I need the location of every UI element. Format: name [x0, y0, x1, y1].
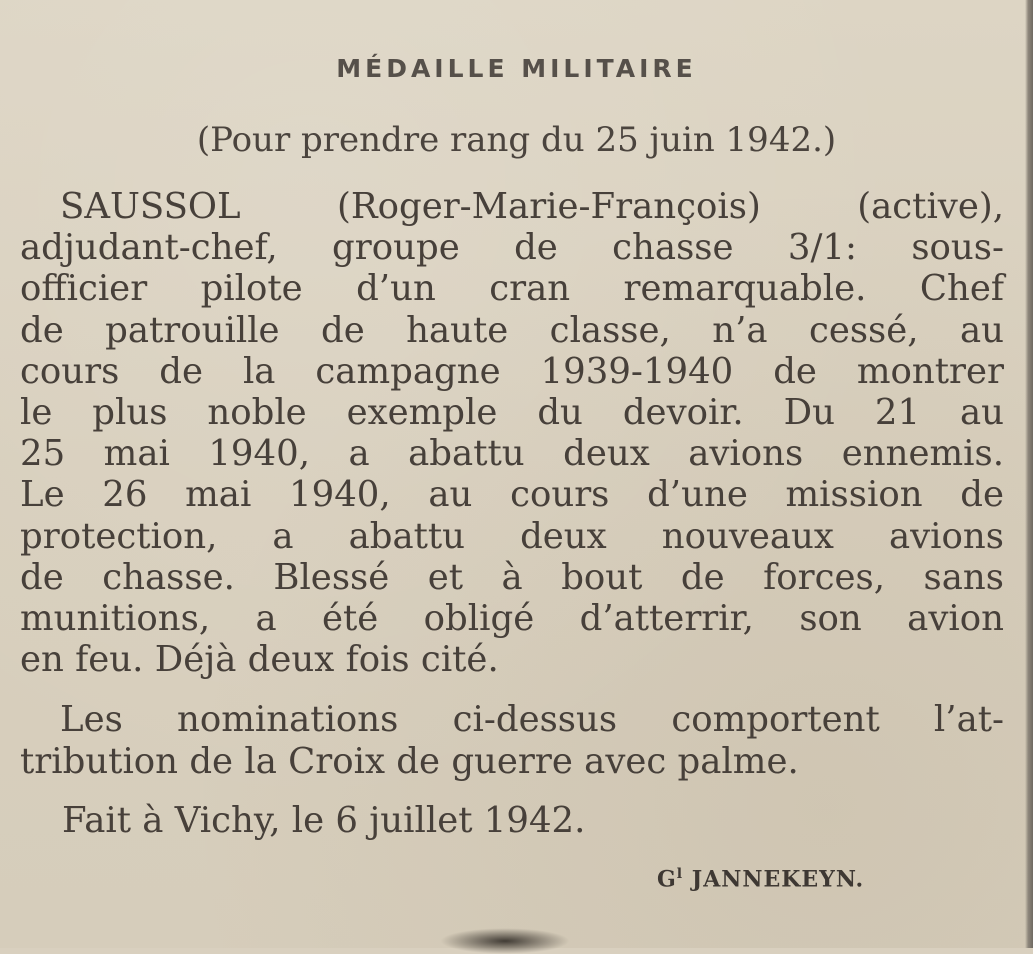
signature-rank: G	[657, 866, 677, 893]
section-heading: MÉDAILLE MILITAIRE	[336, 54, 697, 83]
citation-line: Le 26 mai 1940, au cours d’une mission de	[20, 474, 1004, 516]
citation-line: munitions, a été obligé d’atterrir, son avion	[20, 598, 1004, 640]
ink-smudge	[440, 928, 570, 954]
citation-line: SAUSSOL (Roger-Marie-François) (active),	[60, 186, 1004, 227]
citation-line: cours de la campagne 1939-1940 de montrer	[20, 350, 1004, 392]
citation-line: adjudant-chef, groupe de chasse 3/1: sous-	[20, 227, 1004, 269]
place-and-date: Fait à Vichy, le 6 juillet 1942.	[62, 800, 586, 841]
citation-line: de patrouille de haute classe, n’a cessé, au	[20, 309, 1004, 351]
nominations-note	[20, 699, 1004, 783]
nominations-line: tribution de la Croix de guerre avec palme.	[20, 741, 799, 782]
signature-name: JANNEKEYN.	[691, 866, 865, 893]
citation-line: en feu. Déjà deux fois cité.	[20, 639, 499, 681]
rank-date-note: (Pour prendre rang du 25 juin 1942.)	[196, 120, 837, 160]
citation-line: officier pilote d’un cran remarquable. Chef	[20, 268, 1004, 310]
citation-line: 25 mai 1940, a abattu deux avions ennemis.	[20, 433, 1004, 475]
signature-rank-superscript: l	[676, 866, 684, 882]
clipping-edge	[1025, 0, 1033, 948]
nominations-line: Les nominations ci-dessus comportent l’at-	[60, 699, 1004, 740]
signature	[657, 866, 864, 892]
citation-line: le plus noble exemple du devoir. Du 21 au	[20, 392, 1004, 434]
citation-paragraph	[20, 186, 1004, 680]
citation-line: protection, a abattu deux nouveaux avions	[20, 515, 1004, 557]
citation-line: de chasse. Blessé et à bout de forces, sans	[20, 556, 1004, 598]
